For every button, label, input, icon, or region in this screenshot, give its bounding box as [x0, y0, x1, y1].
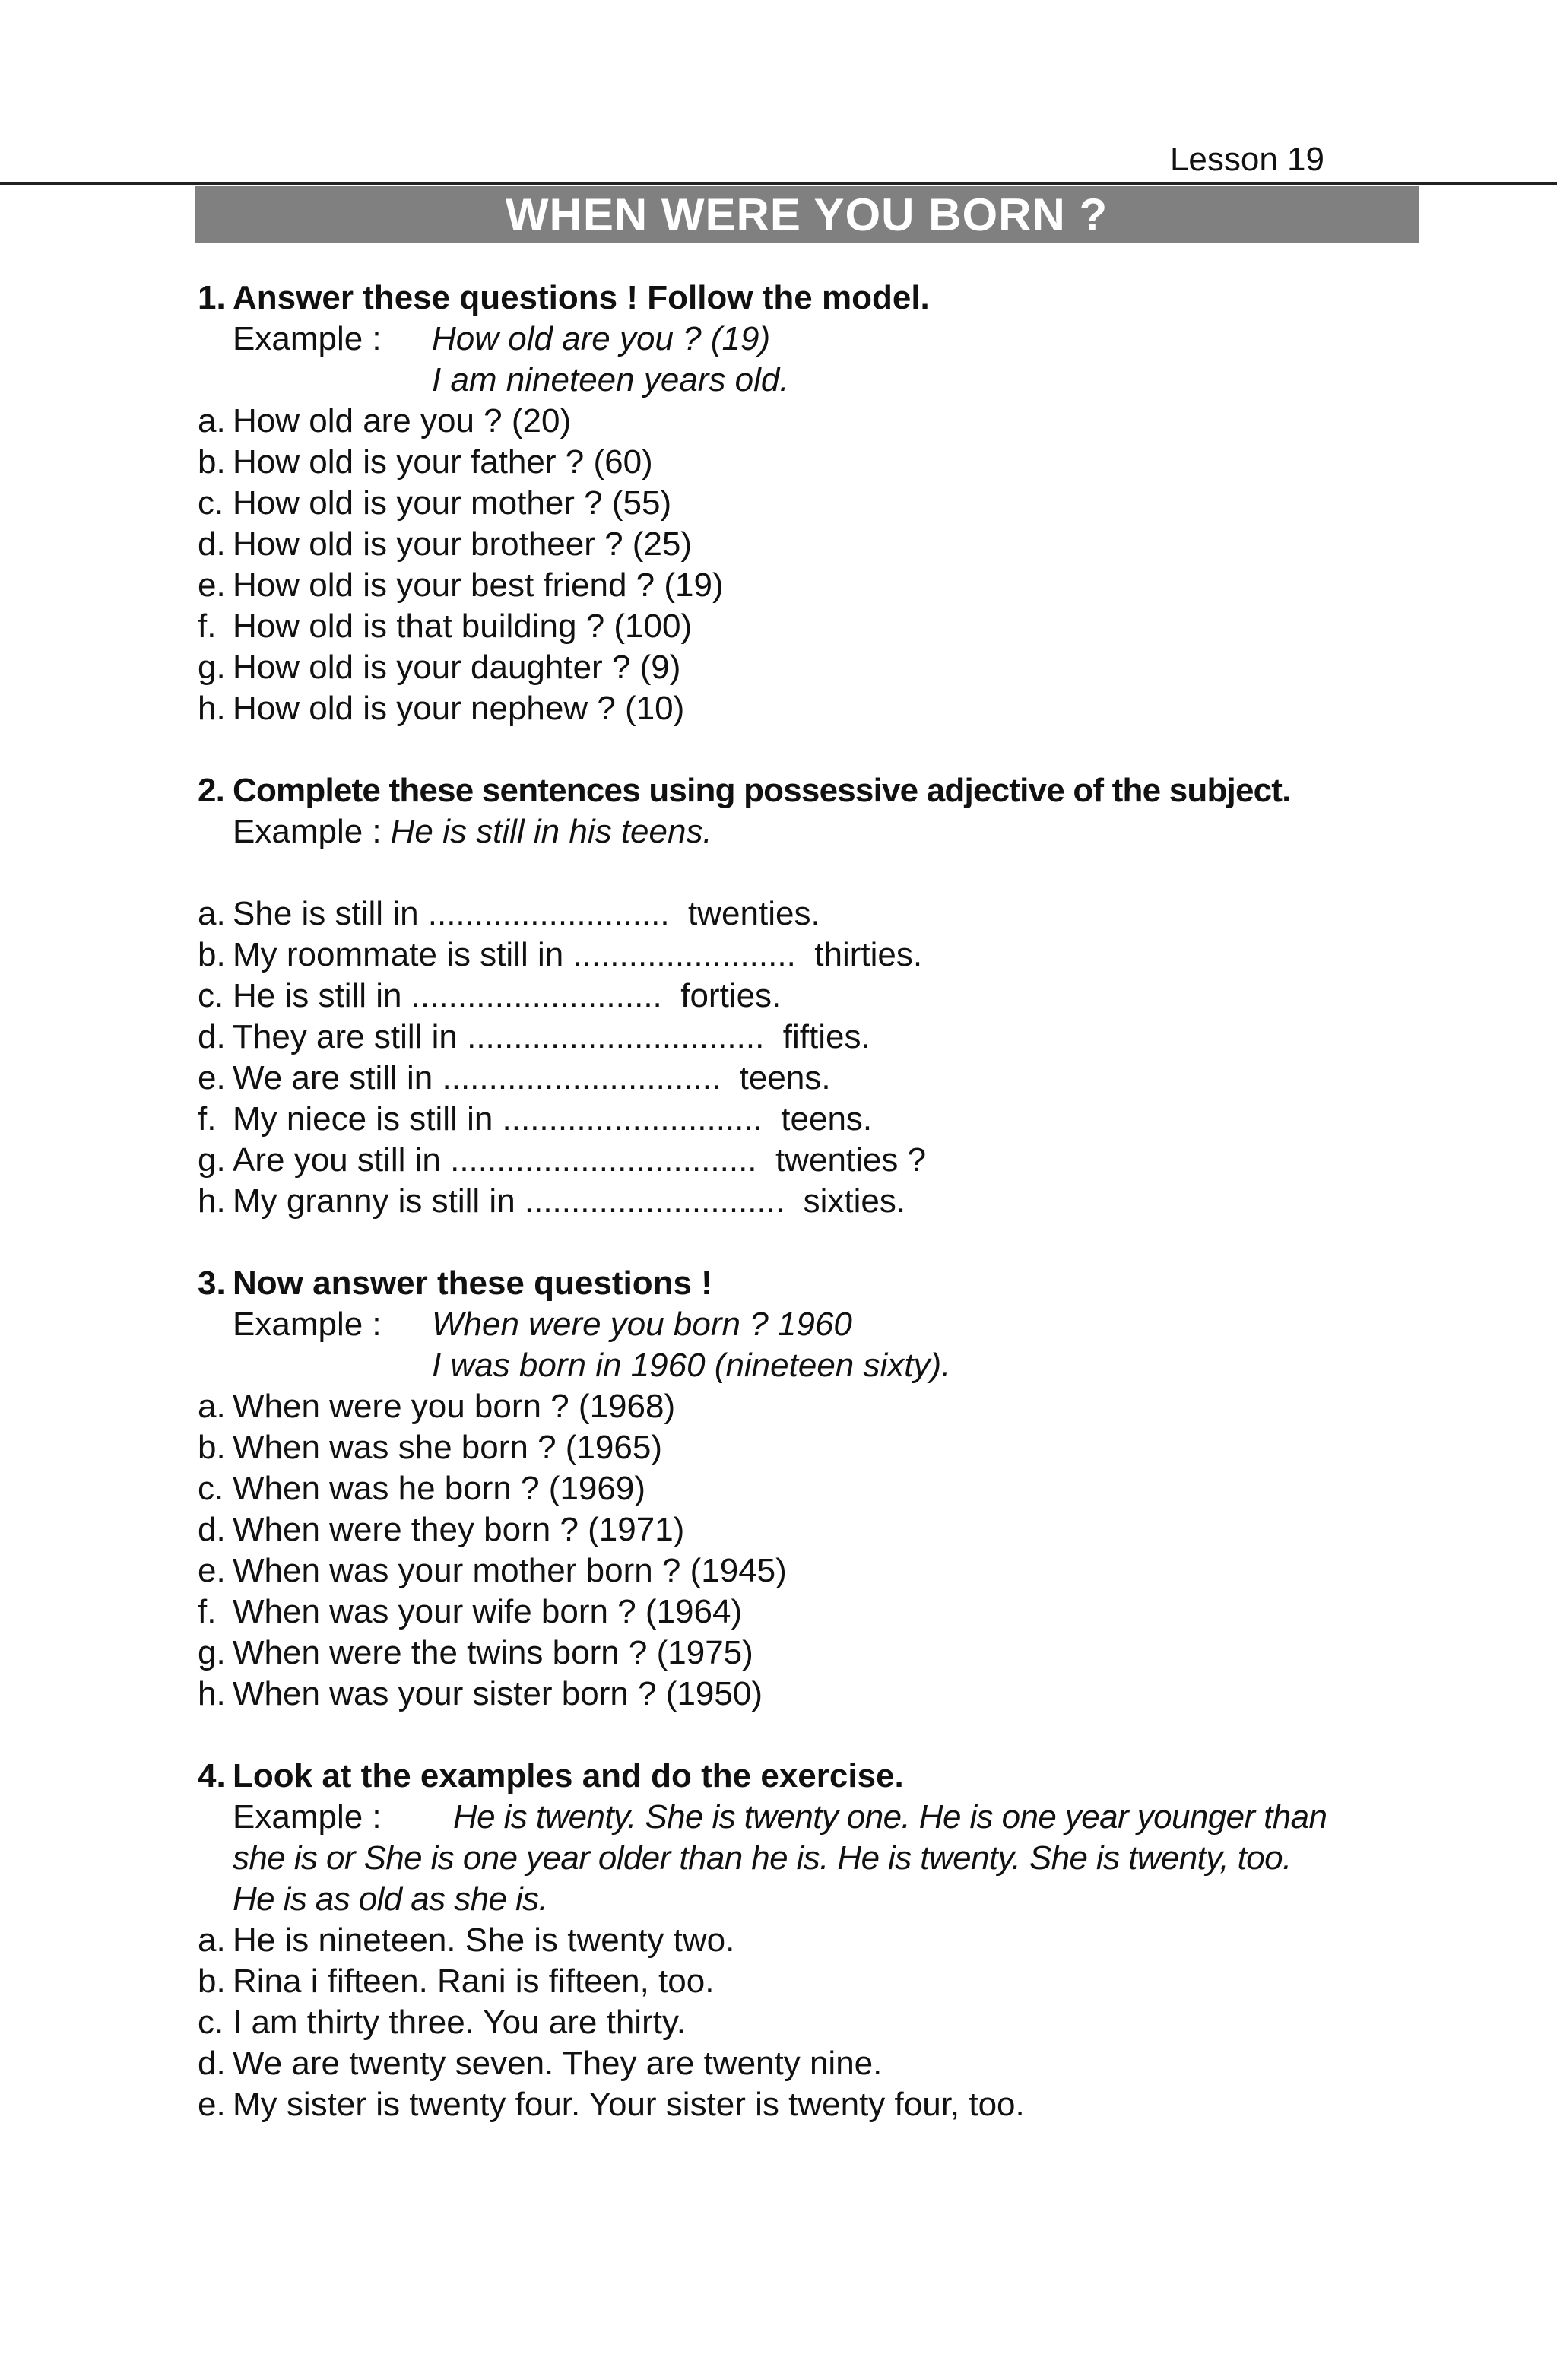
example-line-3: He is as old as she is.	[233, 1880, 548, 1918]
list-item	[198, 1386, 1429, 1427]
exercise-3-items	[198, 1386, 1429, 1715]
item-text: When was he born ? (1969)	[233, 1470, 645, 1507]
item-text: How old are you ? (20)	[233, 402, 572, 440]
list-item	[198, 2084, 1429, 2125]
list-item	[198, 524, 1429, 565]
item-text: When was she born ? (1965)	[233, 1429, 662, 1466]
list-item	[198, 1961, 1429, 2002]
exercise-3-heading-text: Now answer these questions !	[233, 1265, 712, 1302]
item-text: How old is your best friend ? (19)	[233, 566, 724, 604]
list-item	[198, 483, 1429, 524]
exercise-4-heading	[198, 1756, 1429, 1797]
item-letter: a.	[198, 1921, 226, 1959]
list-item	[198, 1633, 1429, 1674]
item-letter: a.	[198, 402, 226, 440]
worksheet-content	[198, 278, 1429, 2166]
exercise-2-items	[198, 893, 1429, 1222]
item-text: We are twenty seven. They are twenty nine.	[233, 2045, 883, 2082]
list-item	[198, 401, 1429, 442]
list-item	[198, 976, 1429, 1017]
item-letter: e.	[198, 1059, 226, 1096]
exercise-1-example	[198, 319, 1429, 360]
example-question: How old are you ? (19)	[432, 320, 771, 357]
exercise-2-number: 2.	[198, 772, 225, 809]
exercise-1	[198, 278, 1429, 729]
item-text: When were you born ? (1968)	[233, 1388, 676, 1425]
list-item	[198, 1181, 1429, 1222]
list-item	[198, 1099, 1429, 1140]
list-item	[198, 647, 1429, 688]
header-rule	[0, 182, 1557, 185]
exercise-1-items	[198, 401, 1429, 729]
example-answer: I was born in 1960 (nineteen sixty).	[432, 1347, 951, 1384]
list-item	[198, 1920, 1429, 1961]
list-item	[198, 1591, 1429, 1633]
item-letter: h.	[198, 1182, 226, 1220]
item-text: Are you still in ................................. twenties ?	[233, 1141, 927, 1179]
example-line-1: He is twenty. She is twenty one. He is one year younger than	[453, 1798, 1327, 1836]
item-letter: f.	[198, 1100, 217, 1138]
exercise-4-number: 4.	[198, 1757, 226, 1795]
item-text: He is nineteen. She is twenty two.	[233, 1921, 735, 1959]
exercise-2	[198, 770, 1429, 1222]
item-text: They are still in ................................ fifties.	[233, 1018, 870, 1055]
list-item	[198, 1058, 1429, 1099]
item-letter: d.	[198, 1018, 226, 1055]
item-text: When was your wife born ? (1964)	[233, 1593, 743, 1630]
item-letter: b.	[198, 443, 226, 481]
example-label: Example :	[233, 320, 382, 357]
item-text: How old is your daughter ? (9)	[233, 649, 681, 686]
item-text: When were the twins born ? (1975)	[233, 1634, 753, 1671]
list-item	[198, 935, 1429, 976]
item-letter: h.	[198, 1675, 226, 1712]
example-label: Example :	[233, 1798, 382, 1836]
page-title-bar	[195, 186, 1419, 243]
list-item	[198, 893, 1429, 935]
item-text: How old is your mother ? (55)	[233, 484, 672, 522]
item-text: When was your mother born ? (1945)	[233, 1552, 787, 1589]
exercise-3-number: 3.	[198, 1265, 226, 1302]
list-item	[198, 1017, 1429, 1058]
list-item	[198, 1468, 1429, 1509]
item-letter: d.	[198, 1511, 226, 1548]
list-item	[198, 1674, 1429, 1715]
item-letter: b.	[198, 1429, 226, 1466]
exercise-4	[198, 1756, 1429, 2125]
example-question: When were you born ? 1960	[432, 1306, 852, 1343]
item-text: How old is your father ? (60)	[233, 443, 653, 481]
example-label: Example :	[233, 1306, 382, 1343]
exercise-1-heading	[198, 278, 1429, 319]
exercise-3-heading	[198, 1263, 1429, 1304]
item-letter: h.	[198, 690, 226, 727]
item-letter: d.	[198, 525, 226, 563]
item-letter: c.	[198, 1470, 224, 1507]
item-letter: e.	[198, 2086, 226, 2123]
item-text: My sister is twenty four. Your sister is twenty four, too.	[233, 2086, 1025, 2123]
exercise-3-example	[198, 1304, 1429, 1345]
list-item	[198, 442, 1429, 483]
item-text: I am thirty three. You are thirty.	[233, 2004, 686, 2041]
list-item	[198, 2043, 1429, 2084]
item-text: He is still in ........................... forties.	[233, 977, 782, 1014]
example-answer: I am nineteen years old.	[432, 361, 789, 398]
item-text: How old is that building ? (100)	[233, 608, 693, 645]
item-text: She is still in .......................... twenties.	[233, 895, 820, 932]
item-text: How old is your brotheer ? (25)	[233, 525, 693, 563]
item-letter: d.	[198, 2045, 226, 2082]
list-item	[198, 1550, 1429, 1591]
example-sentence: He is still in his teens.	[390, 813, 712, 850]
example-line-2: she is or She is one year older than he is. He is twenty. She is twenty, too.	[233, 1839, 1292, 1877]
item-letter: f.	[198, 1593, 217, 1630]
exercise-3	[198, 1263, 1429, 1715]
item-letter: a.	[198, 895, 226, 932]
item-letter: c.	[198, 2004, 224, 2041]
example-label: Example :	[233, 813, 382, 850]
exercise-1-heading-text: Answer these questions ! Follow the model.	[233, 279, 930, 316]
item-letter: a.	[198, 1388, 226, 1425]
item-text: My niece is still in ............................ teens.	[233, 1100, 873, 1138]
item-letter: g.	[198, 649, 226, 686]
exercise-2-heading	[198, 770, 1429, 811]
exercise-4-items	[198, 1920, 1429, 2125]
item-letter: f.	[198, 608, 217, 645]
item-text: How old is your nephew ? (10)	[233, 690, 685, 727]
exercise-4-example	[198, 1797, 1429, 1838]
item-text: My granny is still in ............................ sixties.	[233, 1182, 906, 1220]
lesson-number: Lesson 19	[1169, 141, 1324, 178]
exercise-4-heading-text: Look at the examples and do the exercise.	[233, 1757, 904, 1795]
exercise-2-example	[198, 811, 1429, 852]
item-letter: c.	[198, 484, 224, 522]
item-letter: e.	[198, 1552, 226, 1589]
exercise-1-number: 1.	[198, 279, 226, 316]
page-title: WHEN WERE YOU BORN ?	[505, 189, 1108, 240]
item-letter: g.	[198, 1141, 226, 1179]
item-text: My roommate is still in ........................ thirties.	[233, 936, 923, 973]
list-item	[198, 2002, 1429, 2043]
item-letter: b.	[198, 1963, 226, 2000]
item-letter: e.	[198, 566, 226, 604]
item-text: When were they born ? (1971)	[233, 1511, 685, 1548]
item-letter: b.	[198, 936, 226, 973]
list-item	[198, 606, 1429, 647]
list-item	[198, 1427, 1429, 1468]
item-text: Rina i fifteen. Rani is fifteen, too.	[233, 1963, 715, 2000]
list-item	[198, 1140, 1429, 1181]
spacer	[198, 852, 1429, 893]
list-item	[198, 1509, 1429, 1550]
exercise-2-heading-text: Complete these sentences using possessive adjective of the subject.	[233, 772, 1291, 809]
item-letter: g.	[198, 1634, 226, 1671]
item-text: We are still in .............................. teens.	[233, 1059, 831, 1096]
item-letter: c.	[198, 977, 224, 1014]
item-text: When was your sister born ? (1950)	[233, 1675, 763, 1712]
list-item	[198, 565, 1429, 606]
list-item	[198, 688, 1429, 729]
